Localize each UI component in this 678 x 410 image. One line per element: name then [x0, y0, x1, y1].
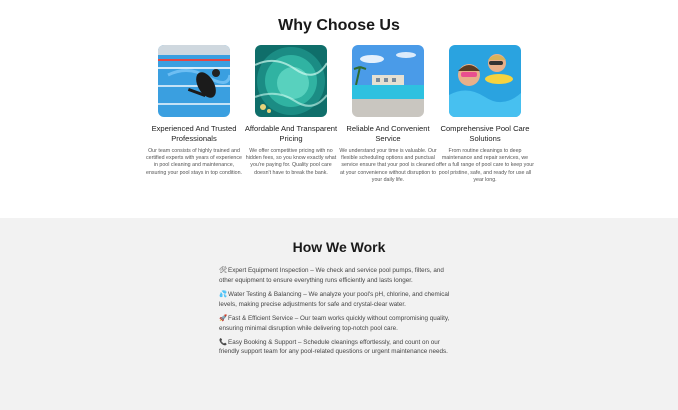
feature-card-title: Reliable And Convenient Service [346, 124, 430, 143]
swimmer-photo [158, 45, 230, 117]
work-step: 🛠Expert Equipment Inspection – We check and service pool pumps, filters, and other equipment to ensure everything runs efficiently and lasts longer. [219, 267, 444, 284]
feature-card-text: We understand your time is valuable. Our flexible scheduling options and punctual service ensure that your pool is cleaned at your convenience without disruption to your daily life. [339, 148, 437, 183]
resort-pool-photo [352, 45, 424, 117]
rocket-icon: 🚀 [219, 314, 228, 322]
features-grid [145, 45, 533, 215]
feature-card-title: Experienced And Trusted Professionals [151, 124, 237, 143]
feature-card-text: We offer competitive pricing with no hidden fees, so you know exactly what you're paying for. Quality pool care doesn't have to break the bank. [245, 148, 337, 176]
feature-card-title: Affordable And Transparent Pricing [244, 124, 338, 143]
water-droplets-icon: 💦 [219, 290, 228, 298]
feature-card-text: From routine cleanings to deep maintenance and repair services, we offer a full range of pool care to keep your pool pristine, safe, and ready for use all year long. [436, 148, 534, 183]
how-we-work-section [0, 218, 678, 410]
feature-card-pricing [242, 45, 340, 177]
how-we-work-title: How We Work [292, 239, 386, 255]
work-step: 🚀Fast & Efficient Service – Our team works quickly without compromising quality, ensuring minimal disruption while delivering top-notch pool care. [219, 314, 450, 332]
phone-icon: 📞 [219, 338, 228, 346]
feature-card-comprehensive [436, 45, 534, 184]
work-step: 💦Water Testing & Balancing – We analyze your pool's pH, chlorine, and chemical levels, making precise adjustments for safe and crystal-clear water. [219, 290, 450, 308]
kids-swimming-photo [449, 45, 521, 117]
why-choose-us-title: Why Choose Us [278, 17, 400, 34]
feature-card-title: Comprehensive Pool Care Solutions [440, 124, 530, 143]
work-step: 📞Easy Booking & Support – Schedule cleanings effortlessly, and count on our friendly support team for any pool-related questions or urgent maintenance needs. [219, 338, 448, 356]
tools-icon: 🛠 [219, 267, 228, 274]
feature-card-reliable [339, 45, 437, 184]
feature-card-professionals [145, 45, 243, 177]
work-steps-list [219, 266, 459, 362]
feature-card-text: Our team consists of highly trained and certified experts with years of experience in pool cleaning and maintenance, ensuring your pool stays in top condition. [146, 148, 242, 176]
water-splash-photo [255, 45, 327, 117]
